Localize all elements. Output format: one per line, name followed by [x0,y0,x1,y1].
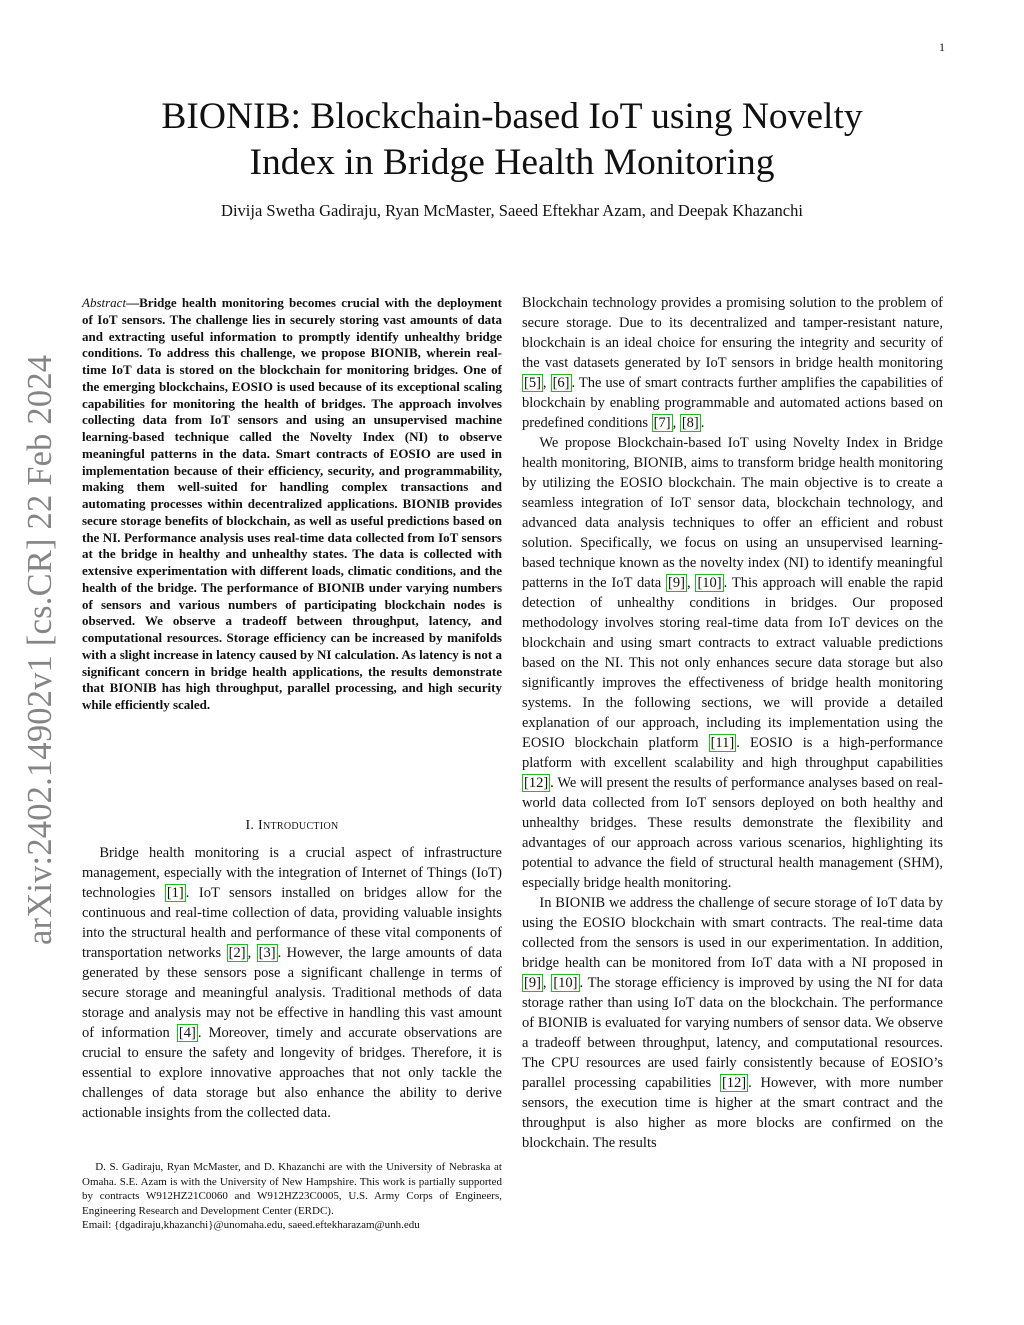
abstract [82,295,502,714]
intro-text: . Moreover, timely and accurate observations are crucial to ensure the safety and longevity of bridges. Therefore, it is essential to explore innovative approaches that not only tackle the challenges of data storage but also enhance the ability to derive actionable insights from the collected data. [82,1025,503,1121]
title-line-2: Index in Bridge Health Monitoring [249,142,775,183]
body-text: . This approach will enable the rapid detection of unhealthy conditions in bridges. Our proposed methodology involves storing real-time data from IoT devices on the blockchain and using smart contracts to extract valuable predictions based on the NI. This not only enhances secure data storage but also significantly improves the effectiveness of bridge health monitoring systems. In the following sections, we will provide a detailed explanation of our approach, including its implementation using the EOSIO blockchain platform [522,575,944,751]
section-heading-introduction: I. Introduction [245,818,339,833]
intro-text: . IoT sensors installed on bridges allow for the continuous and real-time collection of data, providing valuable insights into the structural health and performance of these vital components of transportation networks [82,885,502,961]
body-text: , [542,975,552,991]
right-paragraph-1 [522,293,943,433]
author-list: Divija Swetha Gadiraju, Ryan McMaster, Saeed Eftekhar Azam, and Deepak Khazanchi [221,201,803,220]
page-number: 1 [939,40,945,54]
citation-link[interactable]: [5] [524,375,541,391]
right-paragraph-3 [522,893,943,1153]
body-text: , [672,415,680,431]
citation-link[interactable]: [3] [258,945,276,961]
body-text: . The storage efficiency is improved by using the NI for data storage rather than using IoT data on the blockchain. The performance of BIONIB is evaluated for varying numbers of sensor data. We observe a tradeoff between throughput, latency, and computational resources. The CPU resources are used fairly consistently because of EOSIO’s parallel processing capabilities [522,975,943,1091]
citation-link[interactable]: [12] [524,775,549,791]
body-text: We propose Blockchain-based IoT using Novelty Index in Bridge health monitoring, BIONIB, aims to transform bridge health monitoring by utilizing the EOSIO blockchain. The main objective is to create a seamless integration of IoT sensor data, blockchain technology, and advanced data analysis techniques to offer an efficient and robust solution. Specifically, we focus on using an unsupervised learning-based technique known as the novelty index (NI) to identify meaningful patterns in the IoT data [522,435,943,591]
arxiv-identifier-stamp: arXiv:2402.14902v1 [cs.CR] 22 Feb 2024 [21,354,59,945]
citation-link[interactable]: [4] [178,1025,196,1041]
body-text: , [542,375,551,391]
intro-text: , [247,945,257,961]
body-text: . However, with more number sensors, the execution time is higher at the smart contract and the throughput is also higher as more blocks are confirmed on the blockchain. The results [522,1075,944,1151]
intro-text: Bridge health monitoring is a crucial aspect of infrastructure management, especially with the integration of Internet of Things (IoT) technologies [82,845,502,901]
body-text: . We will present the results of performance analyses based on real-world data collected from IoT sensors deployed on both healthy and unhealthy bridges. These results demonstrate the flexibility and advantages of our approach across various scenarios, highlighting its potential to advance the field of structural health management (SHM), especially bridge health monitoring. [522,775,943,891]
citation-link[interactable]: [7] [653,415,671,431]
paper-title [62,94,962,186]
citation-link[interactable]: [12] [721,1075,747,1091]
body-text: In BIONIB we address the challenge of secure storage of IoT data by using the EOSIO blockchain with smart contracts. The real-time data collected from the sensors is used in our experimentation. In addition, bridge health can be monitored from IoT data with a NI proposed in [522,895,943,971]
abstract-label: Abstract [82,295,127,310]
body-text: . [700,415,705,431]
citation-link[interactable]: [6] [552,375,570,391]
footnote-affiliation: D. S. Gadiraju, Ryan McMaster, and D. Khazanchi are with the University of Nebraska at Omaha. S.E. Azam is with the University of New Hampshire. This work is partially supported by contracts W912HZ21C0060 and W912HZ23C0005, U.S. Army Corps of Engineers, Engineering Research and Development Center (ERDC). [82,1161,502,1217]
citation-link[interactable]: [1] [166,885,184,901]
right-column-body [522,293,943,1153]
body-text: . EOSIO is a high-performance platform with excellent scalability and high throughput capabilities [522,735,943,771]
right-paragraph-2 [522,433,943,893]
body-text: . The use of smart contracts further amplifies the capabilities of blockchain by enabling programmable and automated actions based on predefined conditions [522,375,944,431]
citation-link[interactable]: [10] [553,975,578,991]
body-text: Blockchain technology provides a promising solution to the problem of secure storage. Due to its decentralized and tamper-resistant nature, blockchain is an ideal choice for ensuring the integrity and security of the vast datasets generated by IoT sensors in bridge health monitoring [522,295,943,371]
author-footnote [82,1160,502,1233]
citation-link[interactable]: [9] [524,975,541,991]
body-text: , [686,575,696,591]
intro-text: . However, the large amounts of data generated by these sensors pose a significant challenge in terms of secure storage and meaningful analysis. Traditional methods of data storage and analysis may not be effective in handling this vast amount of information [82,945,502,1041]
citation-link[interactable]: [9] [668,575,685,591]
introduction-body [82,843,502,1123]
intro-paragraph [82,843,502,1123]
citation-link[interactable]: [8] [681,415,699,431]
citation-link[interactable]: [2] [228,945,246,961]
footnote-email: Email: {dgadiraju,khazanchi}@unomaha.edu, saeed.eftekharazam@unh.edu [82,1219,420,1231]
abstract-text: —Bridge health monitoring becomes crucial with the deployment of IoT sensors. The challenge lies in securely storing vast amounts of data and extracting useful information to promptly identify unhealthy bridge conditions. To address this challenge, we propose BIONIB, wherein real-time IoT data is stored on the blockchain for monitoring bridges. One of the emerging blockchains, EOSIO is used because of its exceptional scaling capabilities for monitoring the health of bridges. The approach involves collecting data from IoT sensors and using an unsupervised machine learning-based technique called the Novelty Index (NI) to observe meaningful patterns in the data. Smart contracts of EOSIO are used in implementation because of their efficiency, security, and programmability, making them well-suited for handling complex transactions and automating processes within decentralized applications. BIONIB provides secure storage benefits of blockchain, as well as useful predictions based on the NI. Performance analysis uses real-time data collected from IoT sensors at the bridge in healthy and unhealthy states. The data is collected with extensive experimentation with different loads, climatic conditions, and the health of the bridge. The performance of BIONIB under varying numbers of sensors and various numbers of participating blockchain nodes is observed. We observe a tradeoff between throughput, latency, and computational resources. Storage efficiency can be increased by manifolds with a slight increase in latency caused by NI calculation. As latency is not a significant concern in bridge health applications, the results demonstrate that BIONIB has high throughput, parallel processing, and high security while efficiently scaled. [82,295,502,712]
title-line-1: BIONIB: Blockchain-based IoT using Novelty [161,96,863,137]
citation-link[interactable]: [10] [697,575,722,591]
citation-link[interactable]: [11] [710,735,735,751]
